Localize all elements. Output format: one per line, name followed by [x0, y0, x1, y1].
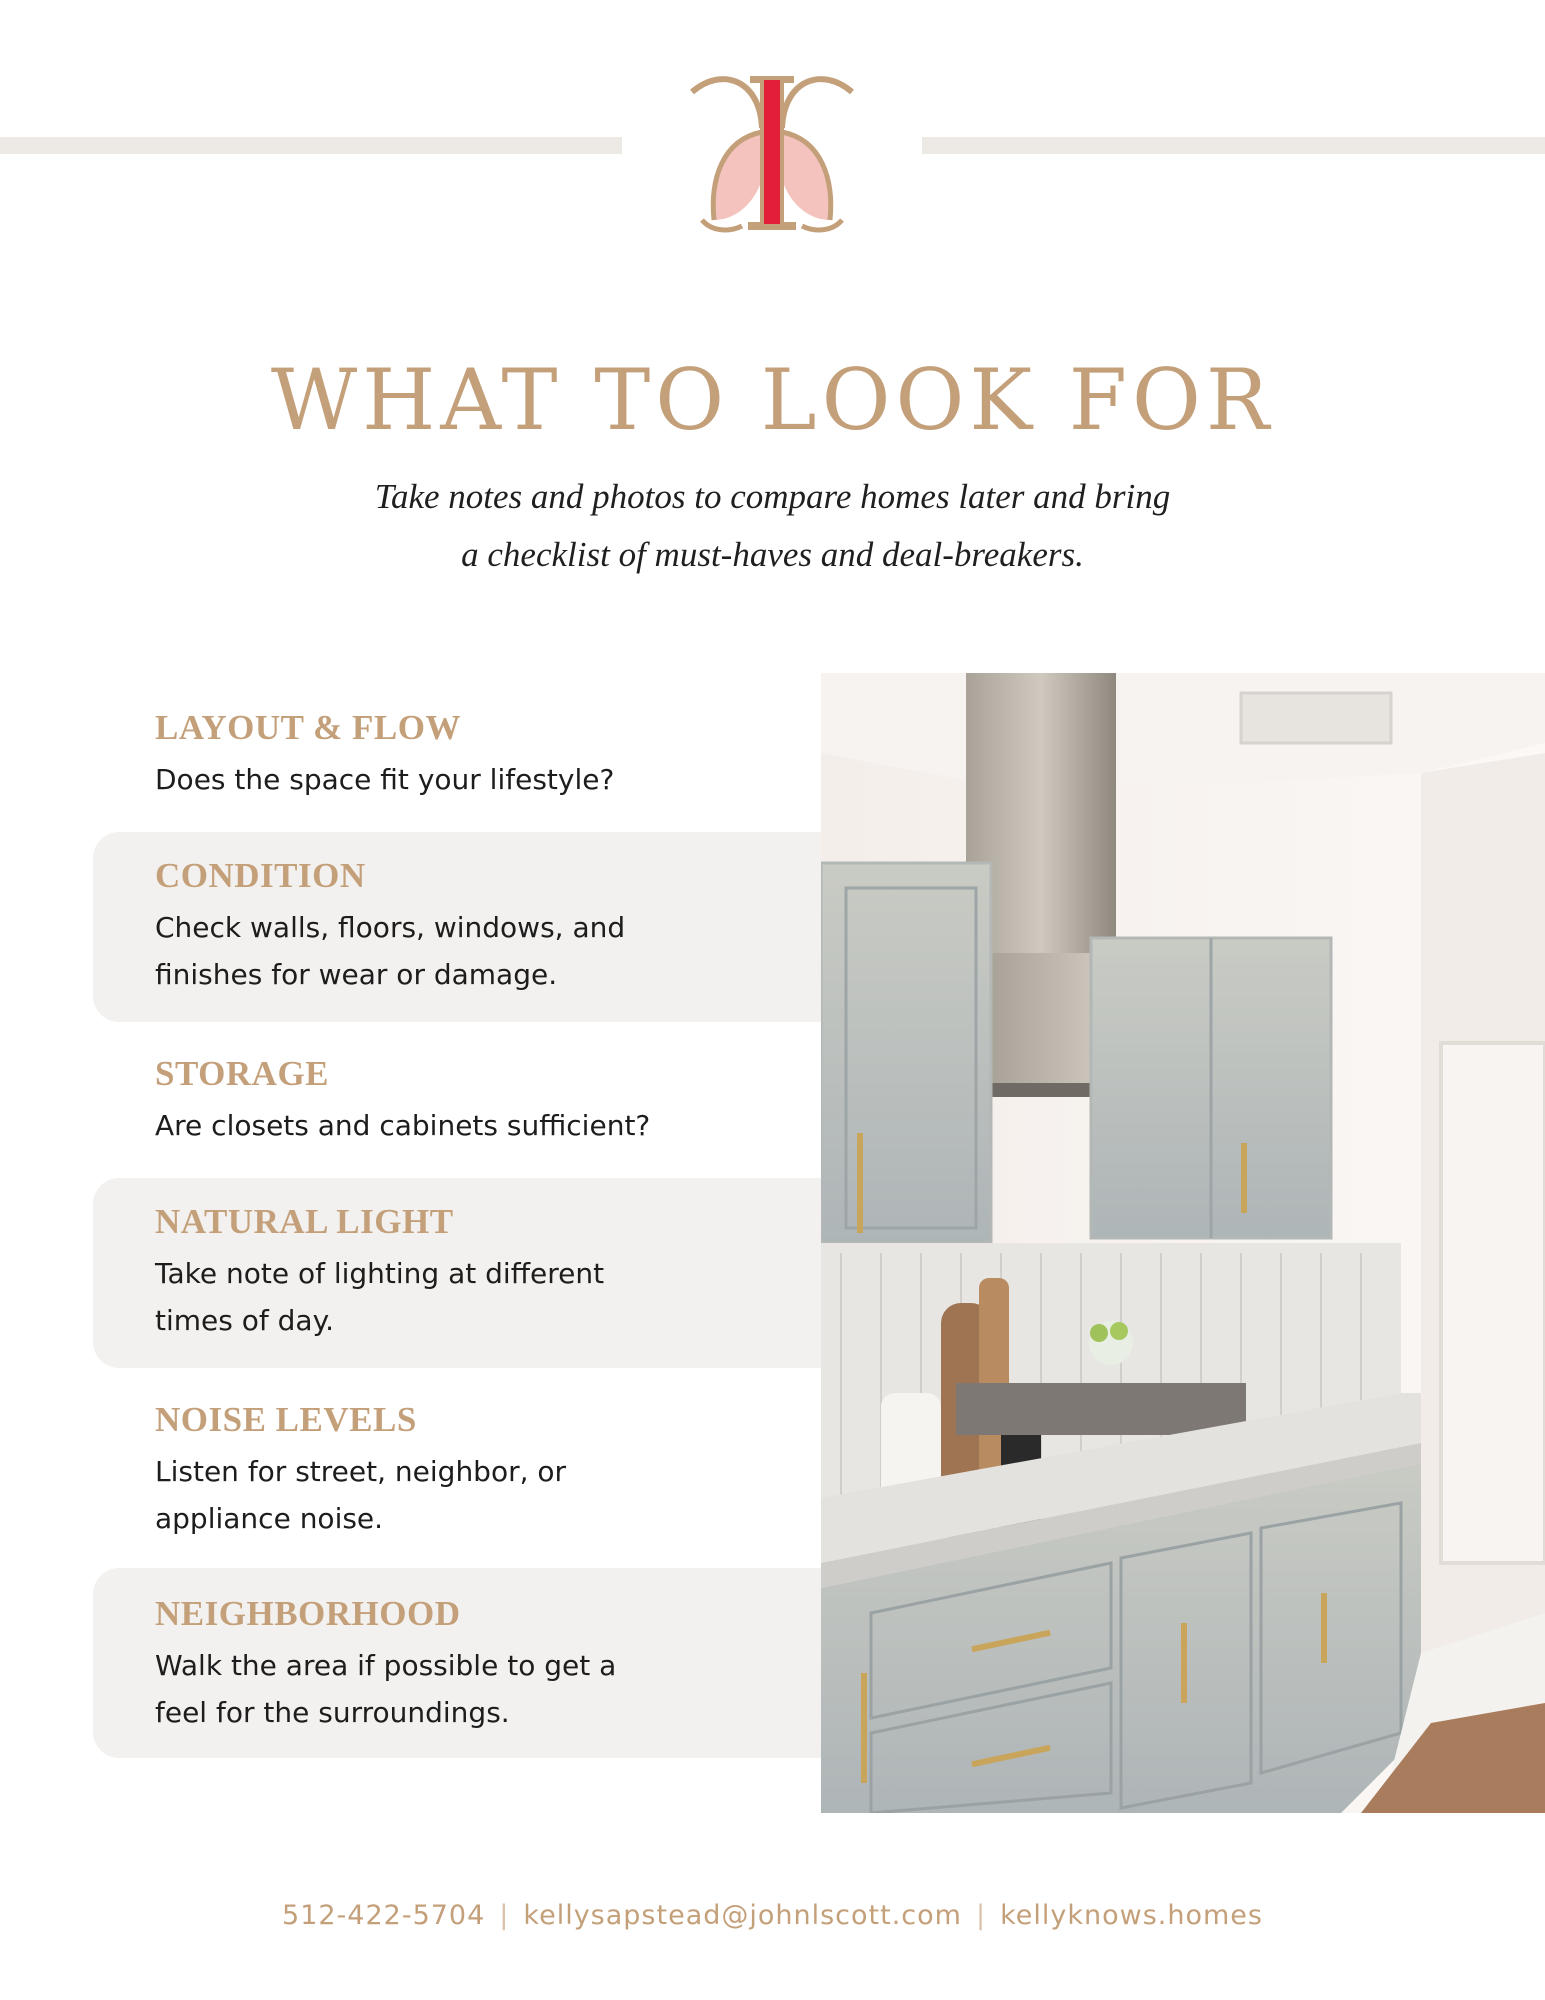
- header-rule-right: [922, 137, 1545, 154]
- checklist-item-storage: [93, 1054, 821, 1174]
- page-title: WHAT TO LOOK FOR: [270, 351, 1275, 449]
- kitchen-photo-icon: [821, 673, 1545, 1813]
- item-heading: STORAGE: [155, 1054, 330, 1093]
- checklist-item-layout-flow: [93, 708, 821, 828]
- footer-email[interactable]: kellysapstead@johnlscott.com: [523, 1900, 962, 1931]
- item-text: Are closets and cabinets sufficient?: [155, 1109, 651, 1142]
- item-heading: NEIGHBORHOOD: [155, 1594, 461, 1633]
- item-text: Take note of lighting at different times of day.: [155, 1257, 605, 1337]
- kelly-monogram-logo-icon: [682, 70, 862, 240]
- item-text: Walk the area if possible to get a feel for the surroundings.: [155, 1649, 617, 1729]
- contact-footer: [0, 1900, 1545, 1931]
- item-heading: LAYOUT & FLOW: [155, 708, 461, 747]
- item-text: Does the space fit your lifestyle?: [155, 763, 615, 796]
- item-heading: NOISE LEVELS: [155, 1400, 417, 1439]
- item-heading: NATURAL LIGHT: [155, 1202, 454, 1241]
- page-subtitle: [0, 468, 1545, 584]
- subtitle-line: a checklist of must-haves and deal-breakers.: [461, 535, 1084, 574]
- footer-separator: |: [499, 1900, 510, 1931]
- checklist-item-neighborhood: [93, 1568, 821, 1758]
- checklist-item-condition: [93, 832, 821, 1022]
- header-rule-left: [0, 137, 622, 154]
- footer-separator: |: [975, 1900, 987, 1931]
- item-text: Check walls, floors, windows, and finishes for wear or damage.: [155, 911, 626, 991]
- checklist-item-noise-levels: [93, 1400, 821, 1570]
- subtitle-line: Take notes and photos to compare homes later and bring: [374, 477, 1171, 516]
- item-heading: CONDITION: [155, 856, 366, 895]
- item-text: Listen for street, neighbor, or appliance noise.: [155, 1455, 567, 1535]
- footer-website[interactable]: kellyknows.homes: [1000, 1900, 1263, 1931]
- checklist-item-natural-light: [93, 1178, 821, 1368]
- footer-phone[interactable]: 512-422-5704: [282, 1900, 486, 1931]
